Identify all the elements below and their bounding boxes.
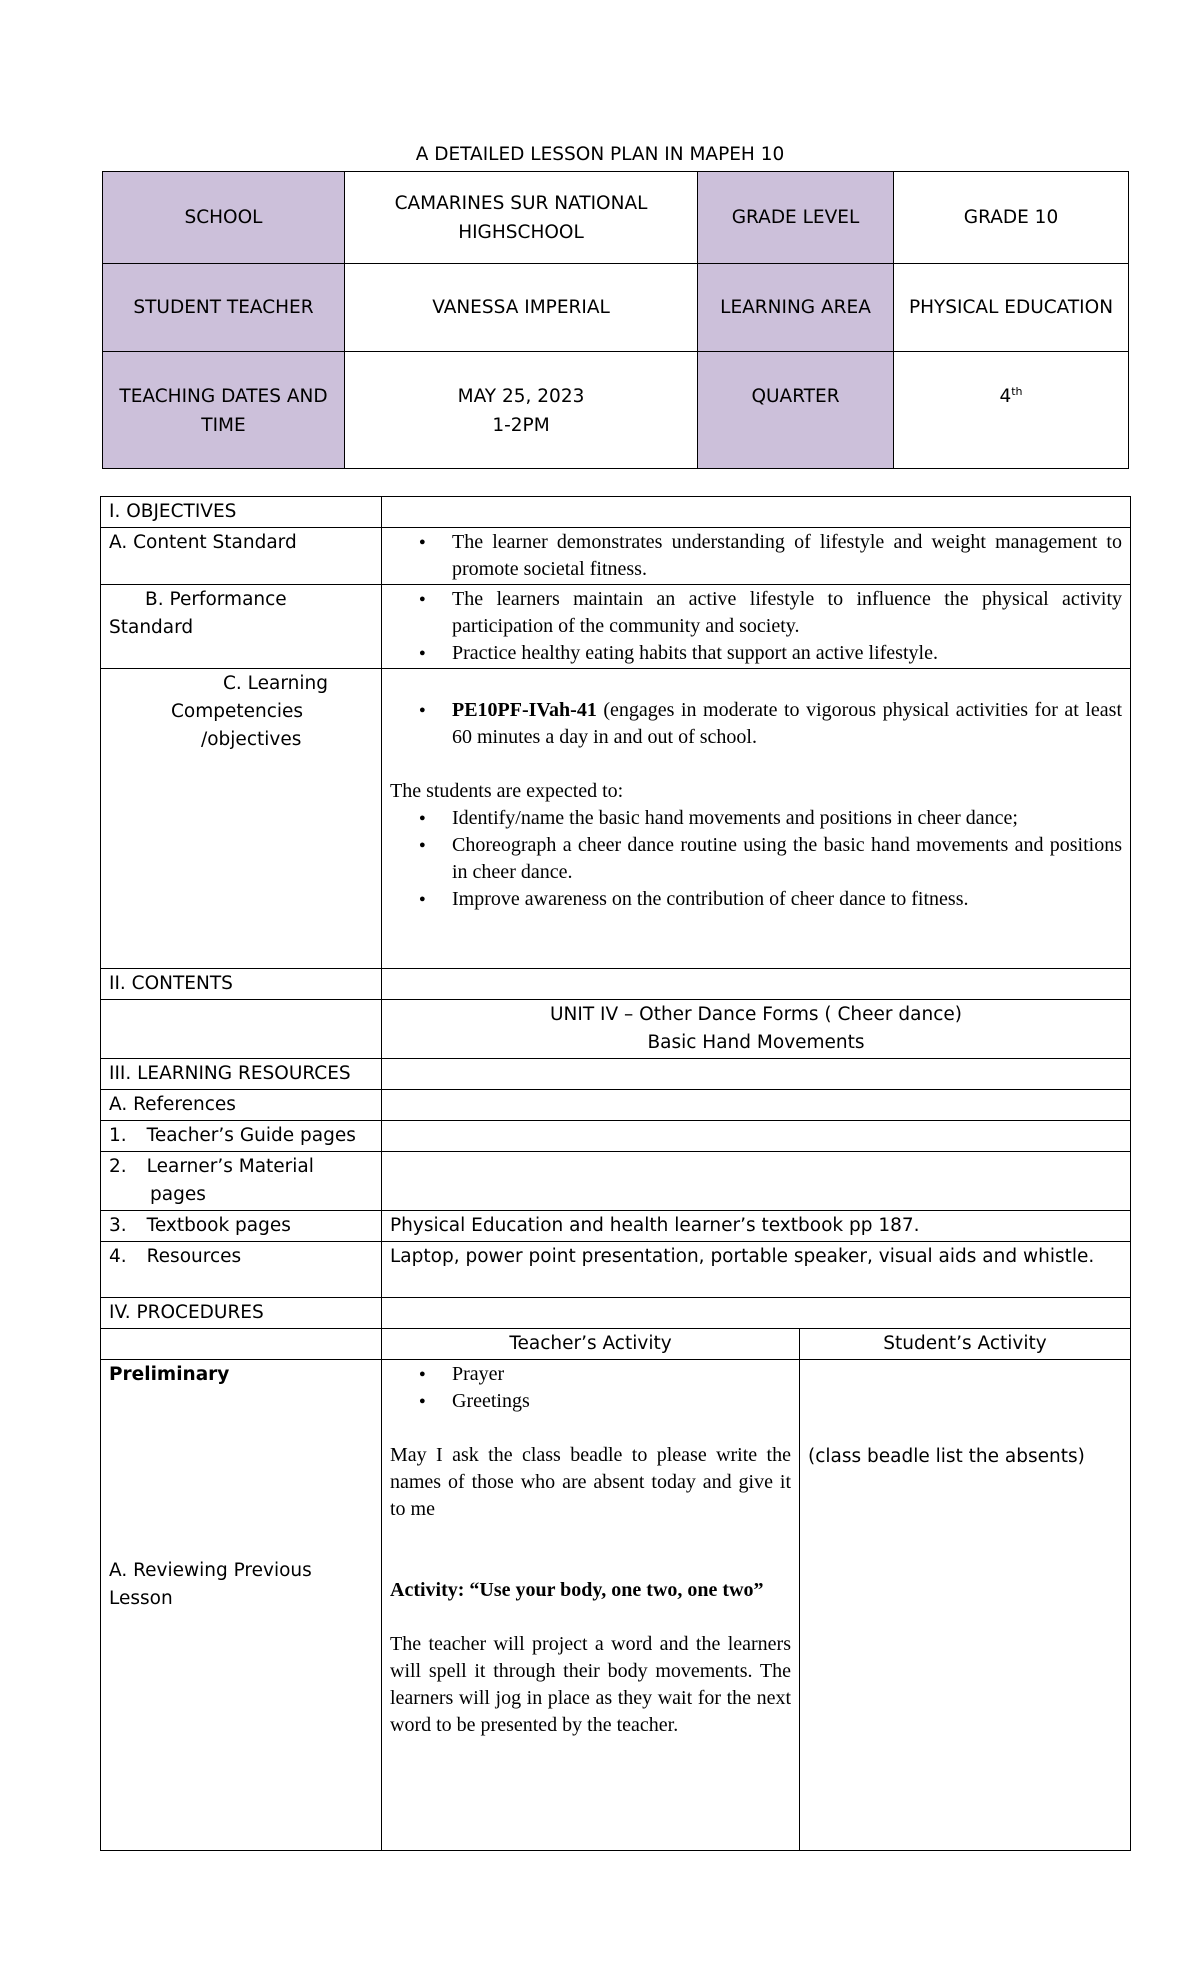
quarter-label: QUARTER: [698, 352, 894, 469]
objectives-heading: I. OBJECTIVES: [101, 497, 382, 528]
content-standard-label: A. Content Standard: [101, 528, 382, 585]
teaching-dates-label: TEACHING DATES AND TIME: [103, 352, 345, 469]
performance-standard-label: B. Performance Standard: [101, 585, 382, 669]
teacher-request-text: May I ask the class beadle to please write the names of those who are absent today and give it to me: [390, 1444, 791, 1520]
teacher-activity-header: Teacher’s Activity: [382, 1329, 800, 1360]
list-item: ● Identify/name the basic hand movements and positions in cheer dance;: [452, 805, 1122, 832]
list-item: ● The learners maintain an active lifestyle to influence the physical activity participation of the community and society.: [452, 586, 1122, 640]
student-teacher-label: STUDENT TEACHER: [103, 264, 345, 352]
list-item: ● The learner demonstrates understanding of lifestyle and weight management to promote societal fitness.: [452, 529, 1122, 583]
grade-level-label: GRADE LEVEL: [698, 172, 894, 264]
procedures-heading: IV. PROCEDURES: [101, 1298, 382, 1329]
student-response-text: (class beadle list the absents): [808, 1446, 1085, 1467]
list-item: ● Choreograph a cheer dance routine using the basic hand movements and positions in cheer dance.: [452, 832, 1122, 886]
school-value: CAMARINES SUR NATIONAL HIGHSCHOOL: [345, 172, 698, 264]
activity-text: The teacher will project a word and the learners will spell it through their body movements. The learners will jog in place as they wait for the next word to be presented by the teacher.: [390, 1633, 791, 1736]
learning-resources-heading: III. LEARNING RESOURCES: [101, 1059, 382, 1090]
reviewing-previous-lesson-label: A. Reviewing Previous Lesson: [109, 1560, 312, 1609]
list-item: ● Prayer: [452, 1361, 791, 1388]
lesson-plan-table: [100, 496, 1131, 1851]
document-title: A DETAILED LESSON PLAN IN MAPEH 10: [415, 144, 785, 165]
empty-cell: [101, 1000, 382, 1059]
learning-competencies-label: C. Learning Competencies /objectives: [101, 669, 382, 969]
learners-material-value: [382, 1152, 1131, 1211]
learning-area-label: LEARNING AREA: [698, 264, 894, 352]
quarter-value: 4th: [894, 352, 1129, 469]
textbook-pages-value: Physical Education and health learner’s textbook pp 187.: [382, 1211, 1131, 1242]
student-teacher-value: VANESSA IMPERIAL: [345, 264, 698, 352]
learners-material-label: 2. Learner’s Material pages: [101, 1152, 382, 1211]
empty-cell: [382, 497, 1131, 528]
competency-code: PE10PF-IVah-41: [452, 699, 597, 721]
empty-cell: [382, 1059, 1131, 1090]
list-item: ● Improve awareness on the contribution of cheer dance to fitness.: [452, 886, 1122, 913]
empty-cell: [101, 1329, 382, 1360]
references-label: A. References: [101, 1090, 382, 1121]
grade-level-value: GRADE 10: [894, 172, 1129, 264]
list-item: ● Practice healthy eating habits that support an active lifestyle.: [452, 640, 1122, 667]
textbook-pages-label: 3. Textbook pages: [101, 1211, 382, 1242]
competency-item: ● PE10PF-IVah-41 (engages in moderate to vigorous physical activities for at least 60 minutes a day in and out of school.: [452, 697, 1122, 751]
header-table: [102, 171, 1129, 469]
resources-label: 4. Resources: [101, 1242, 382, 1298]
learning-competencies-cell: [382, 669, 1131, 969]
learning-area-value: PHYSICAL EDUCATION: [894, 264, 1129, 352]
expected-intro: The students are expected to:: [390, 780, 624, 802]
empty-cell: [382, 1090, 1131, 1121]
school-label: SCHOOL: [103, 172, 345, 264]
procedure-stage-cell: [101, 1360, 382, 1851]
contents-heading: II. CONTENTS: [101, 969, 382, 1000]
teacher-activity-cell: [382, 1360, 800, 1851]
resources-value: Laptop, power point presentation, portable speaker, visual aids and whistle.: [382, 1242, 1131, 1298]
empty-cell: [382, 969, 1131, 1000]
activity-title: Activity: “Use your body, one two, one two”: [390, 1579, 764, 1601]
preliminary-label: Preliminary: [109, 1364, 230, 1385]
teachers-guide-label: 1. Teacher’s Guide pages: [101, 1121, 382, 1152]
teaching-dates-value: MAY 25, 2023 1-2PM: [345, 352, 698, 469]
student-activity-cell: [800, 1360, 1131, 1851]
contents-cell: UNIT IV – Other Dance Forms ( Cheer dance) Basic Hand Movements: [382, 1000, 1131, 1059]
empty-cell: [382, 1298, 1131, 1329]
content-standard-cell: [382, 528, 1131, 585]
teachers-guide-value: [382, 1121, 1131, 1152]
list-item: ● Greetings: [452, 1388, 791, 1415]
student-activity-header: Student’s Activity: [800, 1329, 1131, 1360]
performance-standard-cell: [382, 585, 1131, 669]
